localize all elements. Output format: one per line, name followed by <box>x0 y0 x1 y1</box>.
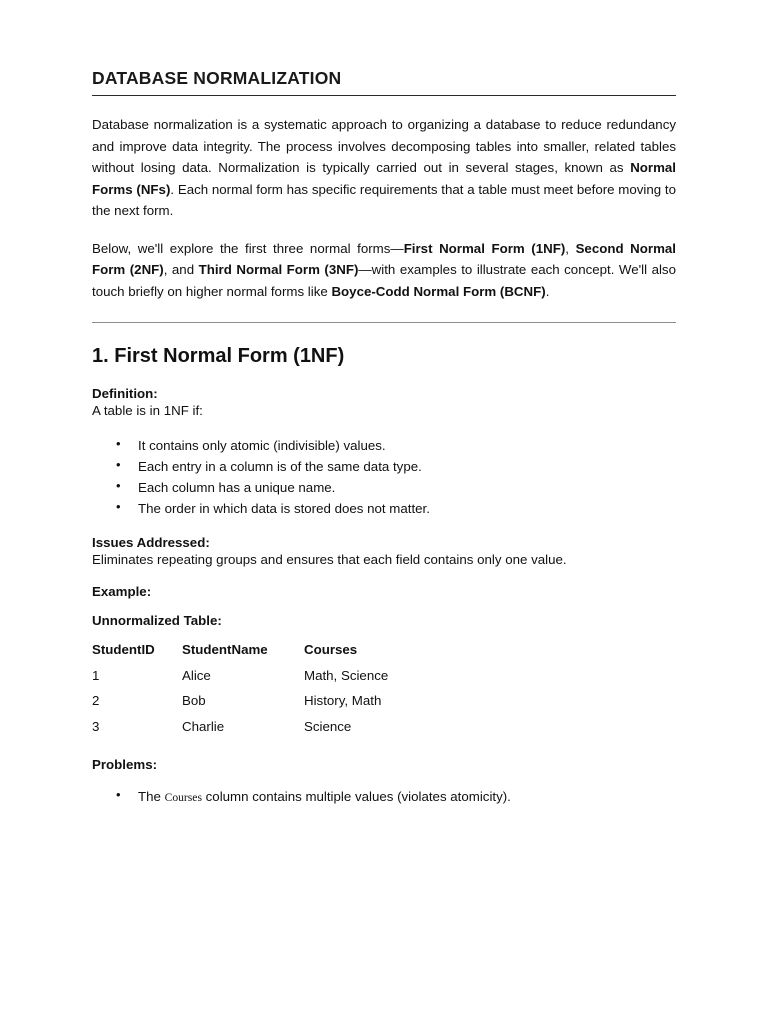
list-item: • The order in which data is stored does not matter. <box>138 498 676 519</box>
cell-courses: Math, Science <box>304 668 389 684</box>
intro-2-bold-d: Boyce-Codd Normal Form (BCNF) <box>331 283 546 299</box>
list-item: • It contains only atomic (indivisible) values. <box>138 435 676 456</box>
page-title: DATABASE NORMALIZATION <box>92 68 342 88</box>
problems-label: Problems: <box>92 756 158 772</box>
unnormalized-table-label: Unnormalized Table: <box>92 613 222 629</box>
problems-bullet-list <box>92 786 676 807</box>
table-header-row <box>92 642 504 665</box>
intro-1-text-a: Database normalization is a systematic approach to organizing a database to reduce redundancy and improve data integrity. The process involves decomposing tables into smaller, related tables without losing data. Normalization is typically carried out in several stages, known as <box>92 117 676 176</box>
intro-2-text-c: , and <box>163 262 199 278</box>
column-header-studentname: StudentName <box>182 642 268 658</box>
issues-text: Eliminates repeating groups and ensures that each field contains only one value. <box>92 552 567 568</box>
list-item: • Each entry in a column is of the same data type. <box>138 456 676 477</box>
problem-text-b: column contains multiple values (violates atomicity). <box>201 788 511 804</box>
example-label: Example: <box>92 584 152 600</box>
definition-label: Definition: <box>92 386 158 402</box>
cell-courses: History, Math <box>304 693 382 709</box>
title-divider <box>92 95 676 96</box>
problem-code-courses: Courses <box>164 790 202 804</box>
intro-2-text-a: Below, we'll explore the first three normal forms— <box>92 240 404 256</box>
table-row <box>92 665 504 690</box>
cell-courses: Science <box>304 718 352 734</box>
table-row <box>92 690 504 715</box>
problem-text-a: The <box>138 788 165 804</box>
intro-2-text-d: —with examples to illustrate each concept. We'll also touch briefly on higher normal forms like <box>92 262 676 299</box>
cell-studentid: 3 <box>92 718 100 734</box>
cell-studentname: Charlie <box>182 718 225 734</box>
intro-2-bold-b: Second Normal Form (2NF) <box>92 240 676 278</box>
cell-studentid: 1 <box>92 668 100 684</box>
section-heading-1nf: 1. First Normal Form (1NF) <box>92 345 345 368</box>
intro-2-bold-c: Third Normal Form (3NF) <box>198 262 359 278</box>
unnormalized-table <box>92 642 504 741</box>
intro-2-text-e: . <box>545 283 550 299</box>
section-divider <box>92 322 676 323</box>
table-row <box>92 716 504 741</box>
intro-1-text-b: . Each normal form has specific requirements that a table must meet before moving to the next form. <box>92 181 676 219</box>
intro-2-bold-a: First Normal Form (1NF) <box>403 240 566 256</box>
list-item: • Each column has a unique name. <box>138 477 676 498</box>
cell-studentname: Alice <box>182 668 211 684</box>
definition-bullet-list <box>92 435 676 519</box>
issues-label: Issues Addressed: <box>92 535 210 551</box>
intro-paragraph-2 <box>92 238 676 303</box>
column-header-studentid: StudentID <box>92 642 155 658</box>
cell-studentid: 2 <box>92 693 100 709</box>
column-header-courses: Courses <box>304 642 358 658</box>
definition-text: A table is in 1NF if: <box>92 403 203 419</box>
intro-2-text-b: , <box>565 240 576 256</box>
intro-paragraph-1 <box>92 114 676 222</box>
intro-1-bold-a: Normal Forms (NFs) <box>92 160 676 197</box>
cell-studentname: Bob <box>182 693 206 709</box>
list-item <box>138 786 676 807</box>
